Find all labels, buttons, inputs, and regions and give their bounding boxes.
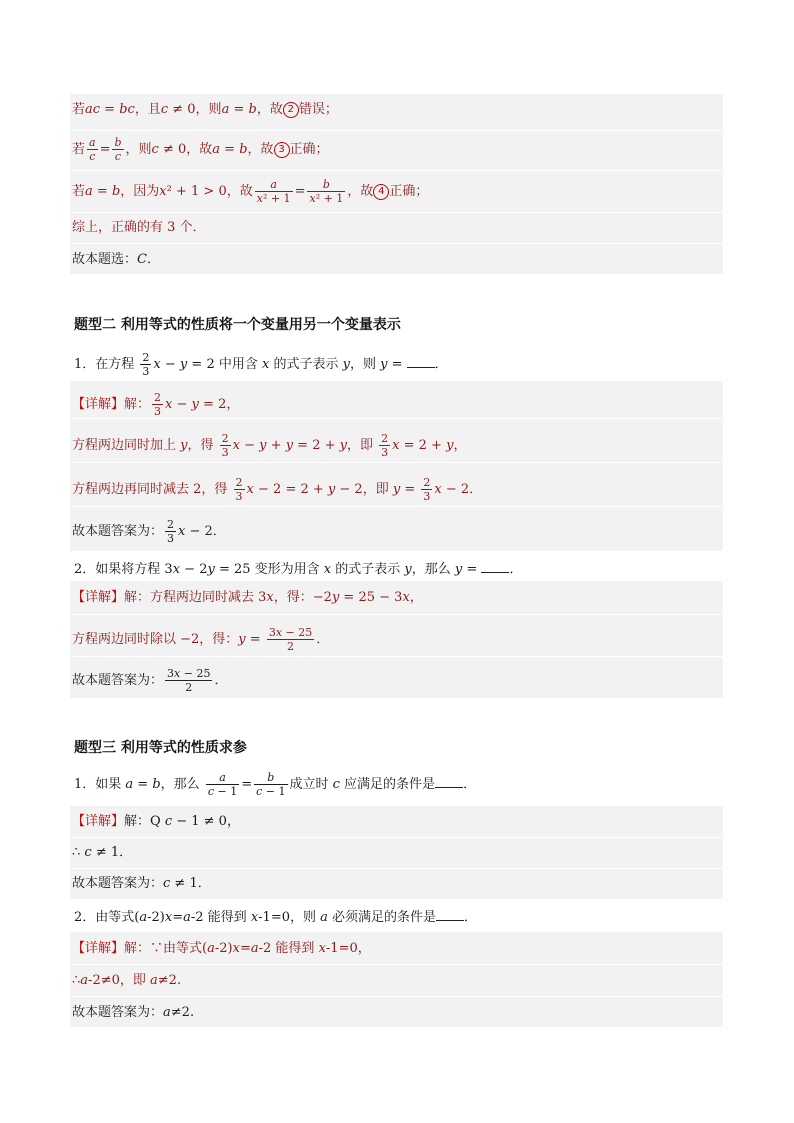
detail-tag: 【详解】	[72, 397, 125, 412]
answer-blank[interactable]	[407, 355, 435, 368]
circled-number: 2	[283, 102, 299, 118]
answer-line: 综上，正确的有 3 个．	[72, 220, 206, 235]
answer-line: 【详解】解：方程两边同时减去 3x，得：−2y = 25 − 3x，	[72, 590, 423, 605]
answer-line: 【详解】解：∵由等式(a-2)x=a-2 能得到 x-1=0，	[72, 941, 371, 956]
answer-line: ∴a-2≠0，即 a≠2.	[72, 973, 182, 988]
answer-line: 故本题答案为： $\frac{3x - 25}{2}$ ．	[72, 667, 228, 694]
question-text: 2．由等式(a-2)x=a-2 能得到 x-1=0，则 a 必须满足的条件是 ．	[74, 910, 478, 925]
answer-line: ∴ c ≠ 1．	[72, 845, 133, 860]
answer-blank[interactable]	[435, 775, 463, 788]
detail-tag: 【详解】	[72, 941, 125, 956]
answer-line: 故本题答案为：a≠2.	[72, 1005, 195, 1020]
answer-line: 故本题答案为：c ≠ 1．	[72, 876, 211, 891]
circled-number: 3	[274, 142, 290, 158]
math-expression: a	[221, 102, 230, 117]
question-text: 1．如果 a = b，那么 $\frac{a}{c - 1}$ = $\frac{b}{c - 1}$ 成立时 c 应满足的条件是 ．	[74, 771, 477, 798]
answer-line: 【详解】解：Q c − 1 ≠ 0，	[72, 814, 240, 829]
answer-blank[interactable]	[481, 560, 509, 573]
math-expression: ac	[85, 102, 101, 117]
question-text: 2．如果将方程 3x − 2y = 25 变形为用含 x 的式子表示 y，那么 y = ．	[74, 562, 523, 577]
detail-tag: 【详解】	[72, 814, 125, 829]
question-text: 1．在方程 $\frac{2}{3}$ x − y = 2 中用含 x 的式子表示 y，则 y = ．	[74, 351, 448, 378]
answer-line: 方程两边再同时减去 2，得 $\frac{2}{3}$ x − 2 = 2 + y − 2，即 y = $\frac{2}{3}$ x − 2．	[72, 476, 483, 503]
math-expression: b	[248, 102, 257, 117]
math-expression: bc	[119, 102, 135, 117]
answer-line: 若ac = bc，且c ≠ 0，则a = b，故 2 错误；	[72, 102, 338, 117]
answer-line: 故本题选：C．	[72, 252, 160, 267]
answer-line: 方程两边同时除以 −2，得：y = $\frac{3x - 25}{2}$ ．	[72, 626, 330, 653]
math-expression: c	[160, 102, 169, 117]
fraction: $\frac{b}{c}$	[114, 136, 122, 163]
answer-line: 若 $\frac{a}{c}$ = $\frac{b}{c}$ ，则c ≠ 0，故a = b，故 3 正确；	[72, 136, 329, 163]
fraction: $\frac{a}{c}$	[89, 136, 96, 163]
answer-line: 故本题答案为： $\frac{2}{3}$ x − 2．	[72, 518, 226, 545]
section-heading: 题型二 利用等式的性质将一个变量用另一个变量表示	[74, 317, 401, 333]
answer-line: 若a = b，因为x² + 1 > 0，故 $\frac{a}{\text{x² + 1}}$ = $\frac{b}{\text{x² + 1}}$ ，故 4 正确；	[72, 178, 429, 205]
fraction: $\frac{a}{\text{x² + 1}}$	[256, 178, 291, 205]
answer-line: 方程两边同时加上 y，得 $\frac{2}{3}$ x − y + y = 2 + y，即 $\frac{2}{3}$ x = 2 + y，	[72, 432, 467, 459]
answer-blank[interactable]	[436, 908, 464, 921]
fraction: $\frac{b}{\text{x² + 1}}$	[309, 178, 344, 205]
detail-tag: 【详解】	[72, 590, 125, 605]
circled-number: 4	[373, 184, 389, 200]
answer-line: 【详解】解： $\frac{2}{3}$ x − y = 2，	[72, 391, 240, 418]
section-heading: 题型三 利用等式的性质求参	[74, 740, 247, 756]
text-segment: 若	[72, 102, 86, 117]
